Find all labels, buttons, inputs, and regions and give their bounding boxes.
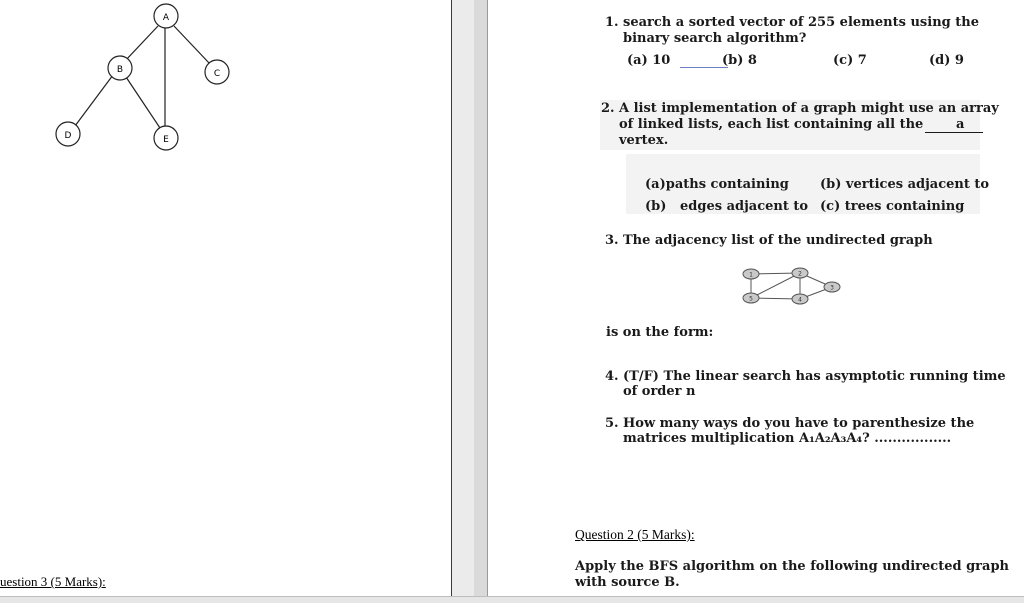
q2-line2 bbox=[619, 117, 983, 133]
q1-number: 1. bbox=[605, 15, 619, 30]
edge-a-b bbox=[125, 26, 158, 61]
q3-node-1 bbox=[743, 269, 759, 279]
q2-line2-text: of linked lists, each list containing all the bbox=[619, 117, 924, 132]
q2-option-b-text: edges adjacent to bbox=[680, 199, 809, 214]
node-b-label: B bbox=[116, 65, 124, 75]
q4-number: 4. bbox=[605, 369, 619, 384]
q2-option-a: (a)paths containing bbox=[645, 177, 789, 192]
node-e-label: E bbox=[163, 135, 169, 145]
svg-text:4: 4 bbox=[798, 296, 802, 304]
q4-line1: (T/F) The linear search has asymptotic running time bbox=[623, 369, 1006, 384]
q3-node-2 bbox=[792, 268, 808, 278]
question-2-heading: Question 2 (5 Marks): bbox=[575, 527, 695, 542]
svg-text:3: 3 bbox=[830, 284, 834, 292]
q1-line2: binary search algorithm? bbox=[623, 31, 807, 46]
edge-a-c bbox=[174, 26, 210, 64]
node-a bbox=[154, 4, 178, 28]
node-d-label: D bbox=[64, 131, 72, 141]
left-page bbox=[0, 0, 451, 596]
q2-number: 2. bbox=[601, 101, 615, 116]
q1-option-a: (a) 10 bbox=[627, 53, 671, 68]
q1-option-b: (b) 8 bbox=[722, 53, 757, 68]
right-page bbox=[488, 0, 1024, 596]
page-gutter-inner bbox=[474, 0, 487, 596]
node-d bbox=[56, 122, 80, 146]
q3-small-graph bbox=[736, 264, 848, 306]
q5-number: 5. bbox=[605, 416, 619, 431]
node-a-label: A bbox=[162, 13, 170, 23]
q2-option-b-right: (b) vertices adjacent to bbox=[820, 177, 990, 192]
q3-after-text: is on the form: bbox=[606, 325, 714, 340]
q3-node-3 bbox=[824, 282, 840, 292]
q4-line2: of order n bbox=[623, 384, 696, 399]
node-b bbox=[108, 56, 132, 80]
svg-text:2: 2 bbox=[798, 270, 802, 278]
q3-node-5 bbox=[743, 293, 759, 303]
node-c-label: C bbox=[213, 69, 221, 79]
q2-blank bbox=[925, 131, 983, 133]
q1-line1: search a sorted vector of 255 elements using the bbox=[623, 15, 979, 30]
edge-b-e bbox=[126, 77, 160, 128]
q5-line2: matrices multiplication A₁A₂A₃A₄? ................. bbox=[623, 431, 952, 446]
node-c bbox=[205, 60, 229, 84]
q3-node-4 bbox=[792, 294, 808, 304]
question-2-line2: with source B. bbox=[575, 575, 680, 590]
svg-text:1: 1 bbox=[749, 271, 753, 279]
q2-line2-end: a bbox=[956, 117, 965, 132]
svg-text:5: 5 bbox=[749, 295, 753, 303]
q2-line1: A list implementation of a graph might use an array bbox=[619, 101, 999, 116]
question-3-heading: uestion 3 (5 Marks): bbox=[0, 574, 106, 589]
q1-answer-blank bbox=[680, 67, 728, 68]
q2-option-c: (c) trees containing bbox=[820, 199, 965, 214]
edge-b-d bbox=[75, 75, 113, 126]
q3-text: The adjacency list of the undirected graph bbox=[623, 233, 933, 248]
tree-graph bbox=[0, 0, 451, 160]
q5-line1: How many ways do you have to parenthesize the bbox=[623, 416, 975, 431]
q1-option-d: (d) 9 bbox=[929, 53, 964, 68]
question-2-line1: Apply the BFS algorithm on the following undirected graph bbox=[575, 559, 1009, 574]
q1-option-c: (c) 7 bbox=[833, 53, 867, 68]
q2-option-b-label: (b) bbox=[645, 199, 667, 214]
node-e bbox=[154, 126, 178, 150]
q2-line3: vertex. bbox=[619, 133, 669, 148]
q3-number: 3. bbox=[605, 233, 619, 248]
